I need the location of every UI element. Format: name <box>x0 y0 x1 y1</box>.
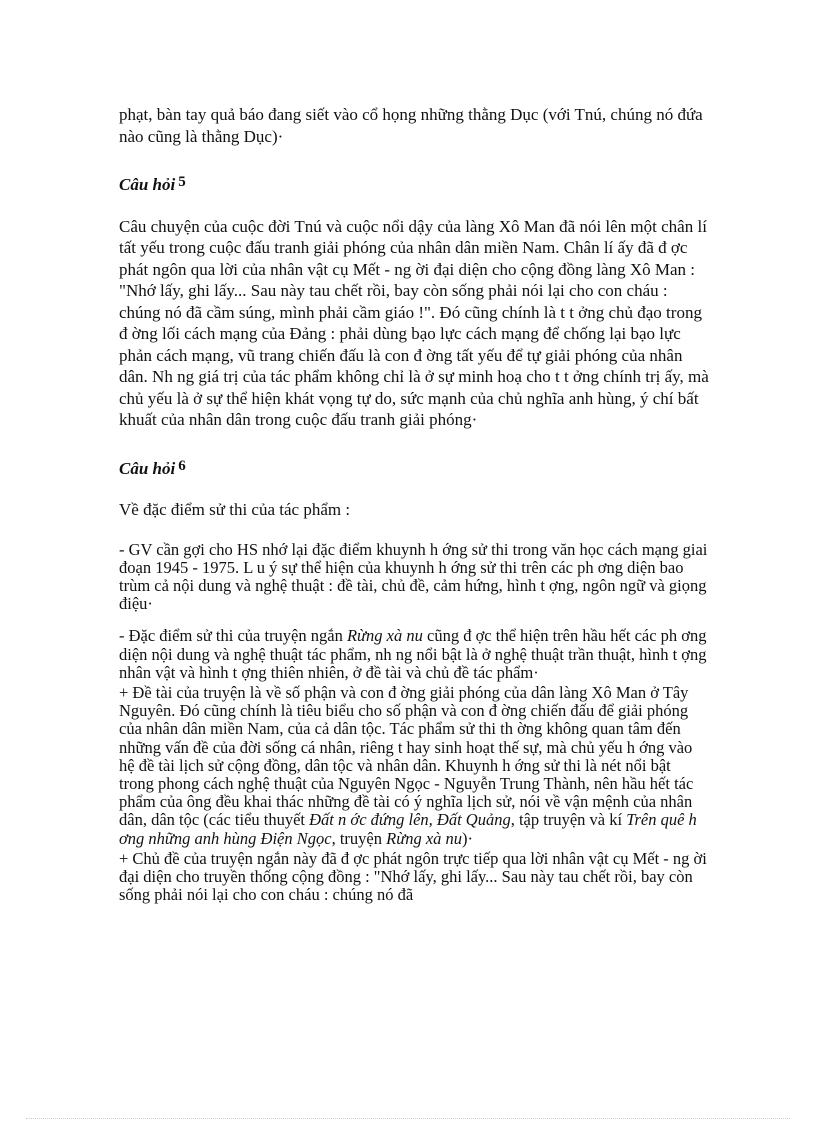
heading-label: Câu hỏi <box>119 175 176 194</box>
document-page <box>119 104 709 904</box>
paragraph-answer-5: Câu chuyện của cuộc đời Tnú và cuộc nổi dậy của làng Xô Man đã nói lên một chân lí tất yếu trong cuộc đấu tranh giải phóng của nhân dân miền Nam. Chân lí ấy đã đ ợc phát ngôn qua lời của nhân vật cụ Mết - ng ời đại diện cho cộng đồng làng Xô Man : "Nhớ lấy, ghi lấy... Sau này tau chết rồi, bay còn sống phải nói lại cho con cháu : chúng nó đã cầm súng, mình phải cầm giáo !". Đó cũng chính là t t ởng chủ đạo trong đ ờng lối cách mạng của Đảng : phải dùng bạo lực cách mạng để chống lại bạo lực phản cách mạng, vũ trang chiến đấu là con đ ờng tất yếu để tự giải phóng của nhân dân. Nh ng giá trị của tác phẩm không chỉ là ở sự minh hoạ cho t t ởng chính trị ấy, mà chủ yếu là ở sự thể hiện khát vọng tự do, sức mạnh của chủ nghĩa anh hùng, ý chí bất khuất của nhân dân trong cuộc đấu tranh giải phóng· <box>119 216 709 429</box>
paragraph-theme: + Chủ đề của truyện ngắn này đã đ ợc phát ngôn trực tiếp qua lời nhân vật cụ Mết - ng ời đại diện cho truyền thống cộng đồng : "Nhớ lấy, ghi lấy... Sau này tau chết rồi, bay còn sống phải nói lại cho con cháu : chúng nó đã <box>119 848 707 905</box>
paragraph-epic-features <box>119 627 709 682</box>
text-run: , tập truyện và kí <box>510 810 627 830</box>
paragraph-epic-tendency: - GV cần gợi cho HS nhớ lại đặc điểm khuynh h ớng sử thi trong văn học cách mạng giai đoạn 1945 - 1975. L u ý sự thể hiện của khuynh h ớng sử thi trên các ph ơng diện bao trùm cả nội dung và nghệ thuật : đề tài, chủ đề, cảm hứng, hình t ợng, ngôn ngữ và giọng điệu· <box>119 539 708 614</box>
text-run: )· <box>462 828 474 848</box>
text-run: , truyện <box>331 828 387 848</box>
work-title: Trên quê h ơng những anh hùng Điện Ngọc <box>119 810 697 848</box>
work-title: Rừng xà nu <box>386 828 463 848</box>
paragraph-intro-continuation: phạt, bàn tay quả báo đang siết vào cổ họng những thằng Dục (với Tnú, chúng nó đứa nào cũng là thằng Dục)· <box>119 105 703 146</box>
heading-number: 5 <box>178 174 186 190</box>
paragraph-epic-intro: Về đặc điểm sử thi của tác phẩm : <box>119 500 351 519</box>
text-run: + Đề tài của truyện là về số phận và con đ ờng giải phóng của dân làng Xô Man ở Tây Nguyên. Đó cũng chính là tiêu biểu cho số phận và con đ ờng chiến đấu để giải phóng của nhân dân miền Nam, của cả dân tộc. Tác phẩm sử thi th ờng không quan tâm đến những vấn đề của đời sống cá nhân, riêng t hay sinh hoạt thế sự, mà chủ yếu h ớng vào hệ đề tài lịch sử cộng đồng, dân tộc và nhân dân. Khuynh h ớng sử thi là nét nổi bật trong phong cách nghệ thuật của Nguyên Ngọc - Nguyễn Trung Thành, nên hầu hết tác phẩm của ông đều khai thác những đề tài có ý nghĩa lịch sử, nói về vận mệnh của nhân dân, dân tộc (các tiểu thuyết <box>119 682 694 830</box>
heading-number: 6 <box>178 457 186 474</box>
heading-label: Câu hỏi <box>119 458 176 478</box>
heading-question-5 <box>119 172 709 196</box>
work-title: Rừng xà nu <box>346 626 423 646</box>
text-run: cũng đ ợc thể hiện trên hầu hết các ph ơng diện nội dung và nghệ thuật tác phẩm, nh ng nổi bật là ở nghệ thuật trần thuật, hình t ợng nhân vật và hình t ợng thiên nhiên, ở đề tài và chủ đề tác phẩm· <box>119 626 707 682</box>
work-title: Đất n ớc đứng lên, Đất Quảng <box>309 810 511 830</box>
heading-question-6 <box>119 456 709 480</box>
paragraph-topic <box>119 684 709 848</box>
page-bottom-divider <box>26 1118 790 1119</box>
text-run: - Đặc điểm sử thi của truyện ngắn <box>119 626 347 646</box>
